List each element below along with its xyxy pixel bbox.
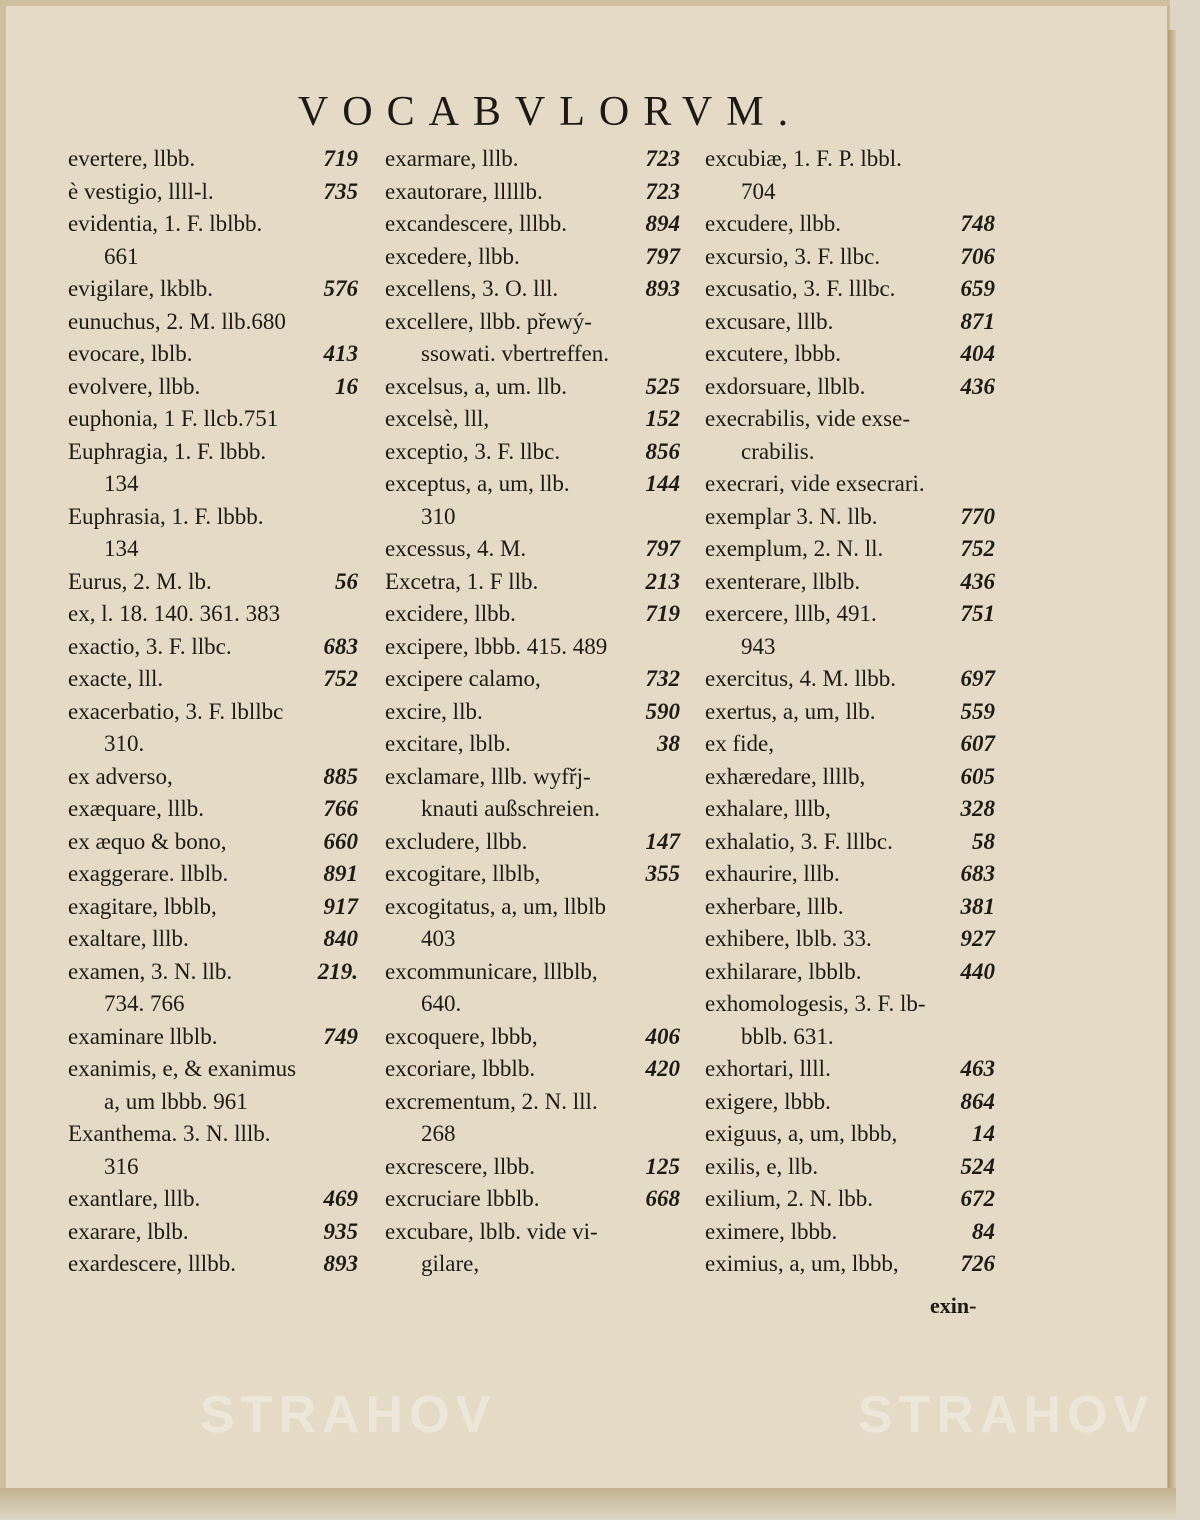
entry-term: excipere, lbbb. 415. 489 — [385, 633, 608, 659]
index-entry — [705, 468, 995, 501]
index-entry — [68, 273, 358, 306]
entry-term: ex, l. 18. 140. 361. 383 — [68, 601, 281, 626]
index-entry — [68, 208, 358, 241]
entry-page-number: 917 — [323, 893, 358, 919]
entry-term: exhalatio, 3. F. lllbc. — [705, 828, 893, 854]
index-entry — [385, 208, 680, 241]
entry-term: ex fide, — [705, 731, 774, 756]
entry-term: excellens, 3. O. lll. — [385, 276, 559, 301]
entry-page-number: 659 — [960, 276, 995, 301]
entry-term: excipere calamo, — [385, 666, 541, 691]
entry-page-number: 871 — [960, 308, 995, 334]
index-entry — [705, 826, 995, 859]
index-entry — [68, 923, 358, 956]
index-entry — [705, 631, 995, 664]
entry-term: excubare, lblb. vide vi- — [385, 1218, 598, 1244]
index-entry — [385, 566, 680, 599]
index-entry — [385, 891, 680, 924]
entry-term: evidentia, 1. F. lblbb. — [68, 211, 263, 236]
index-entry — [68, 1151, 358, 1184]
entry-page-number: 726 — [960, 1251, 995, 1276]
entry-page-number: 706 — [960, 243, 995, 269]
entry-page-number: 404 — [960, 341, 995, 366]
index-entry — [385, 1216, 680, 1249]
index-entry — [705, 858, 995, 891]
entry-term: execrabilis, vide exse- — [705, 406, 910, 431]
entry-term: 403 — [421, 926, 456, 951]
entry-term: exilis, e, llb. — [705, 1153, 819, 1179]
index-entry — [385, 371, 680, 404]
index-entry — [68, 1183, 358, 1216]
index-entry — [705, 533, 995, 566]
entry-term: 268 — [421, 1121, 456, 1146]
entry-term: exacte, lll. — [68, 666, 164, 691]
entry-page-number: 893 — [323, 1251, 358, 1276]
index-entry — [68, 436, 358, 469]
entry-term: 310. — [104, 731, 145, 756]
entry-page-number: 147 — [645, 828, 680, 854]
index-entry — [68, 371, 358, 404]
index-entry — [705, 241, 995, 274]
entry-page-number: 14 — [972, 1121, 995, 1146]
entry-term: exemplar 3. N. llb. — [705, 503, 878, 529]
entry-term: 316 — [104, 1153, 139, 1179]
index-entry — [705, 1086, 995, 1119]
entry-term: exigere, lbbb. — [705, 1088, 831, 1114]
entry-page-number: 893 — [645, 276, 680, 301]
entry-term: exhibere, lblb. 33. — [705, 926, 872, 951]
index-entry — [705, 728, 995, 761]
entry-term: eximere, lbbb. — [705, 1218, 838, 1244]
index-entry — [705, 1118, 995, 1151]
entry-term: execrari, vide exsecrari. — [705, 471, 925, 496]
index-column-2 — [385, 143, 680, 1281]
index-entry — [705, 696, 995, 729]
entry-term: excudere, llbb. — [705, 211, 842, 236]
catchword: exin- — [930, 1293, 977, 1318]
entry-term: exaltare, lllb. — [68, 926, 189, 951]
index-entry — [68, 468, 358, 501]
index-entry — [68, 306, 358, 339]
index-entry — [705, 273, 995, 306]
entry-page-number: 752 — [960, 536, 995, 561]
index-entry — [385, 923, 680, 956]
entry-term: exacerbatio, 3. F. lbllbc — [68, 698, 284, 724]
entry-page-number: 683 — [960, 861, 995, 886]
entry-term: excoriare, lbblb. — [385, 1056, 536, 1081]
index-entry — [705, 403, 995, 436]
index-entry — [385, 403, 680, 436]
index-entry — [705, 1151, 995, 1184]
entry-term: ex adverso, — [68, 763, 173, 789]
entry-page-number: 576 — [323, 276, 358, 301]
entry-term: exaggerare. llblb. — [68, 861, 229, 886]
entry-page-number: 406 — [645, 1023, 680, 1049]
entry-term: exceptio, 3. F. llbc. — [385, 438, 561, 464]
index-entry — [68, 1086, 358, 1119]
entry-page-number: 413 — [323, 341, 358, 366]
entry-page-number: 16 — [335, 373, 358, 399]
entry-page-number: 152 — [645, 406, 680, 431]
index-entry — [705, 1216, 995, 1249]
index-entry — [68, 143, 358, 176]
entry-term: 640. — [421, 991, 462, 1016]
entry-page-number: 125 — [645, 1153, 680, 1179]
index-entry — [385, 1151, 680, 1184]
entry-page-number: 885 — [323, 763, 358, 789]
entry-page-number: 144 — [645, 471, 680, 496]
index-entry — [385, 533, 680, 566]
index-entry — [385, 956, 680, 989]
entry-term: excommunicare, lllblb, — [385, 958, 598, 984]
entry-term: exarare, lblb. — [68, 1218, 189, 1244]
entry-term: ssowati. vbertreffen. — [421, 341, 609, 366]
index-entry — [385, 793, 680, 826]
page-edge — [1168, 30, 1176, 1490]
entry-page-number: 723 — [645, 146, 680, 171]
index-entry — [385, 1248, 680, 1281]
entry-page-number: 463 — [960, 1056, 995, 1081]
entry-page-number: 56 — [335, 568, 358, 594]
watermark-left: STRAHOV — [200, 1386, 497, 1444]
index-entry — [705, 566, 995, 599]
entry-page-number: 84 — [972, 1218, 995, 1244]
entry-term: crabilis. — [741, 438, 815, 464]
entry-term: excogitatus, a, um, llblb — [385, 893, 607, 919]
entry-page-number: 927 — [960, 926, 995, 951]
entry-page-number: 328 — [960, 796, 995, 821]
index-entry — [705, 208, 995, 241]
entry-term: 661 — [104, 243, 139, 269]
entry-term: evocare, lblb. — [68, 341, 193, 366]
entry-page-number: 660 — [323, 828, 358, 854]
entry-term: exanimis, e, & exanimus — [68, 1056, 297, 1081]
index-entry — [705, 436, 995, 469]
entry-term: exdorsuare, llblb. — [705, 373, 866, 399]
index-entry — [68, 1053, 358, 1086]
index-entry — [68, 241, 358, 274]
entry-term: exæquare, lllb. — [68, 796, 205, 821]
entry-term: 310 — [421, 503, 456, 529]
index-entry — [68, 956, 358, 989]
entry-term: exhaurire, lllb. — [705, 861, 840, 886]
entry-term: exherbare, lllb. — [705, 893, 844, 919]
entry-page-number: 559 — [960, 698, 995, 724]
index-entry — [705, 598, 995, 631]
index-entry — [705, 891, 995, 924]
index-entry — [385, 273, 680, 306]
entry-term: exautorare, lllllb. — [385, 178, 543, 204]
entry-term: bblb. 631. — [741, 1023, 834, 1049]
entry-term: excubiæ, 1. F. P. lbbl. — [705, 146, 902, 171]
entry-page-number: 749 — [323, 1023, 358, 1049]
entry-term: ex æquo & bono, — [68, 828, 227, 854]
index-entry — [68, 403, 358, 436]
entry-page-number: 605 — [960, 763, 995, 789]
index-entry — [68, 598, 358, 631]
entry-term: exenterare, llblb. — [705, 568, 861, 594]
index-entry — [385, 761, 680, 794]
entry-page-number: 668 — [645, 1186, 680, 1211]
entry-term: evertere, llbb. — [68, 146, 196, 171]
entry-term: a, um lbbb. 961 — [104, 1088, 248, 1114]
index-entry — [385, 468, 680, 501]
entry-page-number: 38 — [657, 731, 680, 756]
index-entry — [705, 1183, 995, 1216]
index-entry — [68, 663, 358, 696]
index-entry — [68, 631, 358, 664]
index-entry — [705, 306, 995, 339]
index-entry — [705, 923, 995, 956]
entry-page-number: 935 — [323, 1218, 358, 1244]
index-entry — [705, 1021, 995, 1054]
entry-term: examinare llblb. — [68, 1023, 218, 1049]
entry-page-number: 590 — [645, 698, 680, 724]
entry-page-number: 436 — [960, 568, 995, 594]
entry-page-number: 213 — [645, 568, 680, 594]
entry-page-number: 732 — [645, 666, 680, 691]
entry-term: excrescere, llbb. — [385, 1153, 536, 1179]
entry-term: exceptus, a, um, llb. — [385, 471, 570, 496]
index-entry — [68, 176, 358, 209]
entry-page-number: 355 — [645, 861, 680, 886]
entry-page-number: 420 — [645, 1056, 680, 1081]
index-entry — [385, 241, 680, 274]
index-entry — [705, 371, 995, 404]
index-entry — [705, 143, 995, 176]
entry-term: exagitare, lbblb, — [68, 893, 217, 919]
entry-page-number: 840 — [323, 926, 358, 951]
index-entry — [705, 1053, 995, 1086]
entry-term: excursio, 3. F. llbc. — [705, 243, 881, 269]
entry-term: 943 — [741, 633, 776, 659]
entry-term: exhortari, llll. — [705, 1056, 831, 1081]
index-entry — [68, 826, 358, 859]
entry-page-number: 607 — [960, 731, 995, 756]
entry-term: eunuchus, 2. M. llb.680 — [68, 308, 286, 334]
index-column-3 — [705, 143, 995, 1281]
entry-term: excelsus, a, um. llb. — [385, 373, 568, 399]
entry-term: exiguus, a, um, lbbb, — [705, 1121, 898, 1146]
entry-term: 734. 766 — [104, 991, 185, 1016]
index-entry — [385, 728, 680, 761]
index-entry — [68, 793, 358, 826]
index-entry — [385, 436, 680, 469]
entry-term: excusatio, 3. F. lllbc. — [705, 276, 896, 301]
index-entry — [385, 1053, 680, 1086]
entry-term: excusare, lllb. — [705, 308, 834, 334]
entry-term: 704 — [741, 178, 776, 204]
entry-page-number: 864 — [960, 1088, 995, 1114]
entry-term: exhomologesis, 3. F. lb- — [705, 991, 926, 1016]
entry-page-number: 672 — [960, 1186, 995, 1211]
entry-term: excruciare lbblb. — [385, 1186, 540, 1211]
index-entry — [68, 858, 358, 891]
index-entry — [385, 1021, 680, 1054]
entry-page-number: 752 — [323, 666, 358, 691]
entry-page-number: 856 — [645, 438, 680, 464]
index-entry — [385, 1118, 680, 1151]
entry-page-number: 751 — [960, 601, 995, 626]
entry-page-number: 469 — [323, 1186, 358, 1211]
entry-page-number: 797 — [645, 536, 680, 561]
entry-page-number: 381 — [960, 893, 995, 919]
index-entry — [68, 1216, 358, 1249]
entry-term: Eurus, 2. M. lb. — [68, 568, 212, 594]
entry-term: exhæredare, llllb, — [705, 763, 866, 789]
entry-page-number: 683 — [323, 633, 358, 659]
entry-term: eximius, a, um, lbbb, — [705, 1251, 899, 1276]
index-entry — [385, 338, 680, 371]
index-entry — [68, 338, 358, 371]
entry-page-number: 697 — [960, 666, 995, 691]
index-entry — [68, 728, 358, 761]
entry-page-number: 219. — [317, 958, 358, 984]
entry-term: exactio, 3. F. llbc. — [68, 633, 232, 659]
index-entry — [385, 176, 680, 209]
page-heading: VOCABVLORVM. — [297, 89, 803, 135]
entry-page-number: 748 — [960, 211, 995, 236]
entry-term: excandescere, lllbb. — [385, 211, 567, 236]
entry-term: exemplum, 2. N. ll. — [705, 536, 884, 561]
entry-term: exertus, a, um, llb. — [705, 698, 876, 724]
entry-term: evigilare, lkblb. — [68, 276, 213, 301]
entry-term: Excetra, 1. F llb. — [385, 568, 539, 594]
index-entry — [705, 1248, 995, 1281]
index-entry — [385, 696, 680, 729]
index-entry — [705, 956, 995, 989]
index-entry — [705, 761, 995, 794]
entry-term: excoquere, lbbb, — [385, 1023, 538, 1049]
index-entry — [68, 566, 358, 599]
entry-term: examen, 3. N. llb. — [68, 958, 233, 984]
entry-page-number: 894 — [645, 211, 680, 236]
page-bottom-shadow — [0, 1488, 1176, 1520]
index-entry — [385, 1183, 680, 1216]
entry-term: exarmare, lllb. — [385, 146, 519, 171]
index-entry — [385, 1086, 680, 1119]
entry-term: excedere, llbb. — [385, 243, 520, 269]
entry-term: 134 — [104, 471, 139, 496]
entry-term: excrementum, 2. N. lll. — [385, 1088, 598, 1114]
index-entry — [68, 988, 358, 1021]
entry-term: exhilarare, lbblb. — [705, 958, 862, 984]
entry-term: exardescere, lllbb. — [68, 1251, 236, 1276]
index-entry — [705, 338, 995, 371]
index-entry — [385, 598, 680, 631]
entry-term: excire, llb. — [385, 698, 483, 724]
index-entry — [705, 176, 995, 209]
watermark-right: STRAHOV — [858, 1386, 1155, 1444]
entry-page-number: 440 — [960, 958, 995, 984]
index-entry — [68, 501, 358, 534]
index-entry — [385, 631, 680, 664]
entry-page-number: 797 — [645, 243, 680, 269]
index-entry — [68, 1118, 358, 1151]
entry-term: exhalare, lllb, — [705, 796, 831, 821]
entry-page-number: 723 — [645, 178, 680, 204]
entry-term: excogitare, llblb, — [385, 861, 541, 886]
entry-term: excitare, lblb. — [385, 731, 511, 756]
entry-term: exantlare, lllb. — [68, 1186, 201, 1211]
index-entry — [68, 696, 358, 729]
entry-term: exilium, 2. N. lbb. — [705, 1186, 874, 1211]
entry-page-number: 58 — [972, 828, 995, 854]
entry-term: exercitus, 4. M. llbb. — [705, 666, 896, 691]
entry-page-number: 719 — [323, 146, 358, 171]
entry-term: excelsè, lll, — [385, 406, 490, 431]
entry-term: excellere, llbb. přewý- — [385, 308, 592, 334]
entry-term: excludere, llbb. — [385, 828, 528, 854]
entry-term: gilare, — [421, 1251, 480, 1276]
index-entry — [385, 501, 680, 534]
entry-page-number: 719 — [645, 601, 680, 626]
entry-term: excessus, 4. M. — [385, 536, 527, 561]
entry-page-number: 436 — [960, 373, 995, 399]
index-entry — [68, 761, 358, 794]
index-entry — [68, 533, 358, 566]
index-entry — [385, 826, 680, 859]
entry-term: knauti außschreien. — [421, 796, 600, 821]
entry-term: evolvere, llbb. — [68, 373, 201, 399]
entry-page-number: 524 — [960, 1153, 995, 1179]
index-entry — [385, 306, 680, 339]
index-entry — [385, 988, 680, 1021]
index-entry — [385, 858, 680, 891]
index-entry — [68, 1248, 358, 1281]
index-entry — [68, 891, 358, 924]
entry-term: è vestigio, llll-l. — [68, 178, 214, 204]
entry-term: exercere, lllb, 491. — [705, 601, 877, 626]
entry-term: Euphrasia, 1. F. lbbb. — [68, 503, 264, 529]
index-entry — [705, 501, 995, 534]
entry-page-number: 770 — [960, 503, 995, 529]
entry-term: 134 — [104, 536, 139, 561]
entry-page-number: 735 — [323, 178, 358, 204]
entry-page-number: 525 — [645, 373, 680, 399]
index-entry — [705, 663, 995, 696]
entry-term: Euphragia, 1. F. lbbb. — [68, 438, 267, 464]
entry-term: excutere, lbbb. — [705, 341, 842, 366]
entry-term: Exanthema. 3. N. lllb. — [68, 1121, 271, 1146]
entry-page-number: 891 — [323, 861, 358, 886]
entry-page-number: 766 — [323, 796, 358, 821]
entry-term: euphonia, 1 F. llcb.751 — [68, 406, 279, 431]
index-entry — [385, 663, 680, 696]
entry-term: exclamare, lllb. wyfřj- — [385, 763, 591, 789]
index-entry — [68, 1021, 358, 1054]
entry-term: excidere, llbb. — [385, 601, 516, 626]
index-entry — [705, 988, 995, 1021]
index-column-1 — [68, 143, 358, 1281]
index-entry — [705, 793, 995, 826]
index-entry — [385, 143, 680, 176]
